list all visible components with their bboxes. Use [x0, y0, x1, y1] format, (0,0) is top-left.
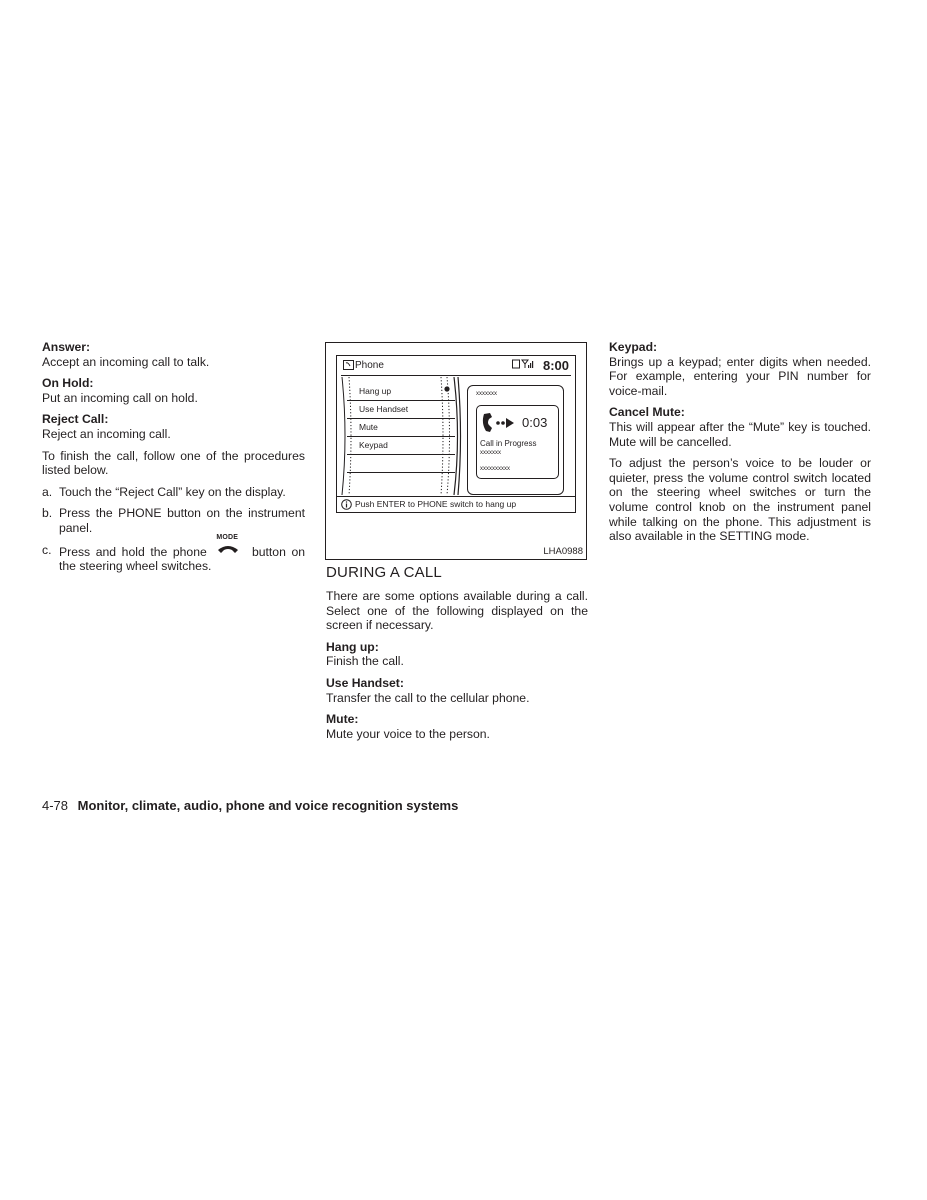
reject-call-text: Reject an incoming call.: [42, 426, 171, 441]
keypad-heading: Keypad:: [609, 340, 658, 354]
mute-text: Mute your voice to the person.: [326, 726, 490, 741]
keypad-text: Brings up a keypad; enter digits when needed. For example, entering your PIN number for voice-mail.: [609, 354, 871, 398]
call-status-box: [476, 405, 559, 479]
info-icon: [341, 499, 352, 510]
page-number: 4-78: [42, 798, 69, 813]
reject-call-heading: Reject Call:: [42, 412, 109, 427]
step-marker: a.: [42, 484, 53, 499]
caller-id: xxxxxxx: [480, 450, 501, 456]
menu-hang-up[interactable]: Hang up: [359, 386, 392, 396]
scrollbar[interactable]: [439, 377, 463, 495]
step-text: Press the PHONE button on the instrument panel.: [59, 506, 305, 535]
middle-column: [326, 564, 588, 748]
call-timer: 0:03: [522, 415, 548, 430]
signal-icon: [512, 359, 534, 369]
phone-display: [336, 355, 576, 513]
use-handset-text: Transfer the call to the cellular phone.: [326, 690, 530, 705]
step-marker: b.: [42, 506, 53, 521]
phone-handset-icon: [212, 533, 246, 557]
finish-call-text: To finish the call, follow one of the procedures listed below.: [42, 448, 305, 478]
step-text-after: button on the steering wheel switches.: [59, 544, 306, 574]
menu-use-handset[interactable]: Use Handset: [359, 404, 409, 414]
on-hold-heading: On Hold:: [42, 376, 94, 391]
cancel-mute-heading: Cancel Mute:: [609, 405, 685, 420]
page-footer: [42, 798, 458, 814]
step-b: [42, 506, 305, 535]
mode-label: MODE: [216, 533, 239, 541]
step-marker: c.: [42, 542, 52, 557]
step-text-before: Press and hold the phone: [59, 544, 207, 559]
caller-number: xxxxxxx: [476, 391, 497, 397]
step-c: [42, 533, 306, 574]
answer-text: Accept an incoming call to talk.: [42, 354, 210, 369]
step-text: Touch the “Reject Call” key on the display.: [59, 484, 286, 499]
call-status: Call in Progress: [480, 439, 537, 448]
screen-footer-hint: Push ENTER to PHONE switch to hang up: [355, 499, 517, 509]
divider: [337, 496, 575, 497]
screen-title: Phone: [355, 360, 384, 371]
call-info-panel: [467, 385, 564, 495]
left-column: [42, 340, 305, 581]
divider: [341, 375, 571, 376]
menu-mute[interactable]: Mute: [359, 422, 378, 432]
chapter-title: Monitor, climate, audio, phone and voice recognition systems: [77, 798, 459, 813]
answer-heading: Answer:: [42, 340, 91, 354]
use-handset-heading: Use Handset:: [326, 675, 404, 690]
intro-text: There are some options available during a call. Select one of the following displayed on the screen if necessary.: [326, 589, 588, 633]
mute-heading: Mute:: [326, 712, 359, 727]
figure-code: LHA0988: [543, 546, 583, 557]
clock: 8:00: [542, 358, 569, 373]
right-column: [609, 340, 871, 551]
step-a: [42, 485, 305, 500]
section-title: DURING A CALL: [326, 564, 442, 581]
cancel-mute-text: This will appear after the “Mute” key is touched. Mute will be cancelled.: [609, 419, 871, 449]
phone-screen-figure: [325, 342, 587, 560]
hang-up-heading: Hang up:: [326, 639, 379, 654]
active-call-icon: [481, 412, 519, 434]
caller-number-full: xxxxxxxxxx: [480, 466, 510, 472]
on-hold-text: Put an incoming call on hold.: [42, 390, 198, 405]
hang-up-text: Finish the call.: [326, 654, 404, 669]
volume-adjust-text: To adjust the person’s voice to be louder or quieter, press the volume control switch located on the steering wheel switches or turn the volume control knob on the instrument panel while talking on the phone. This adjustment is also available in the SETTING mode.: [609, 456, 871, 544]
menu-keypad[interactable]: Keypad: [359, 440, 388, 450]
phone-icon: [343, 360, 354, 370]
